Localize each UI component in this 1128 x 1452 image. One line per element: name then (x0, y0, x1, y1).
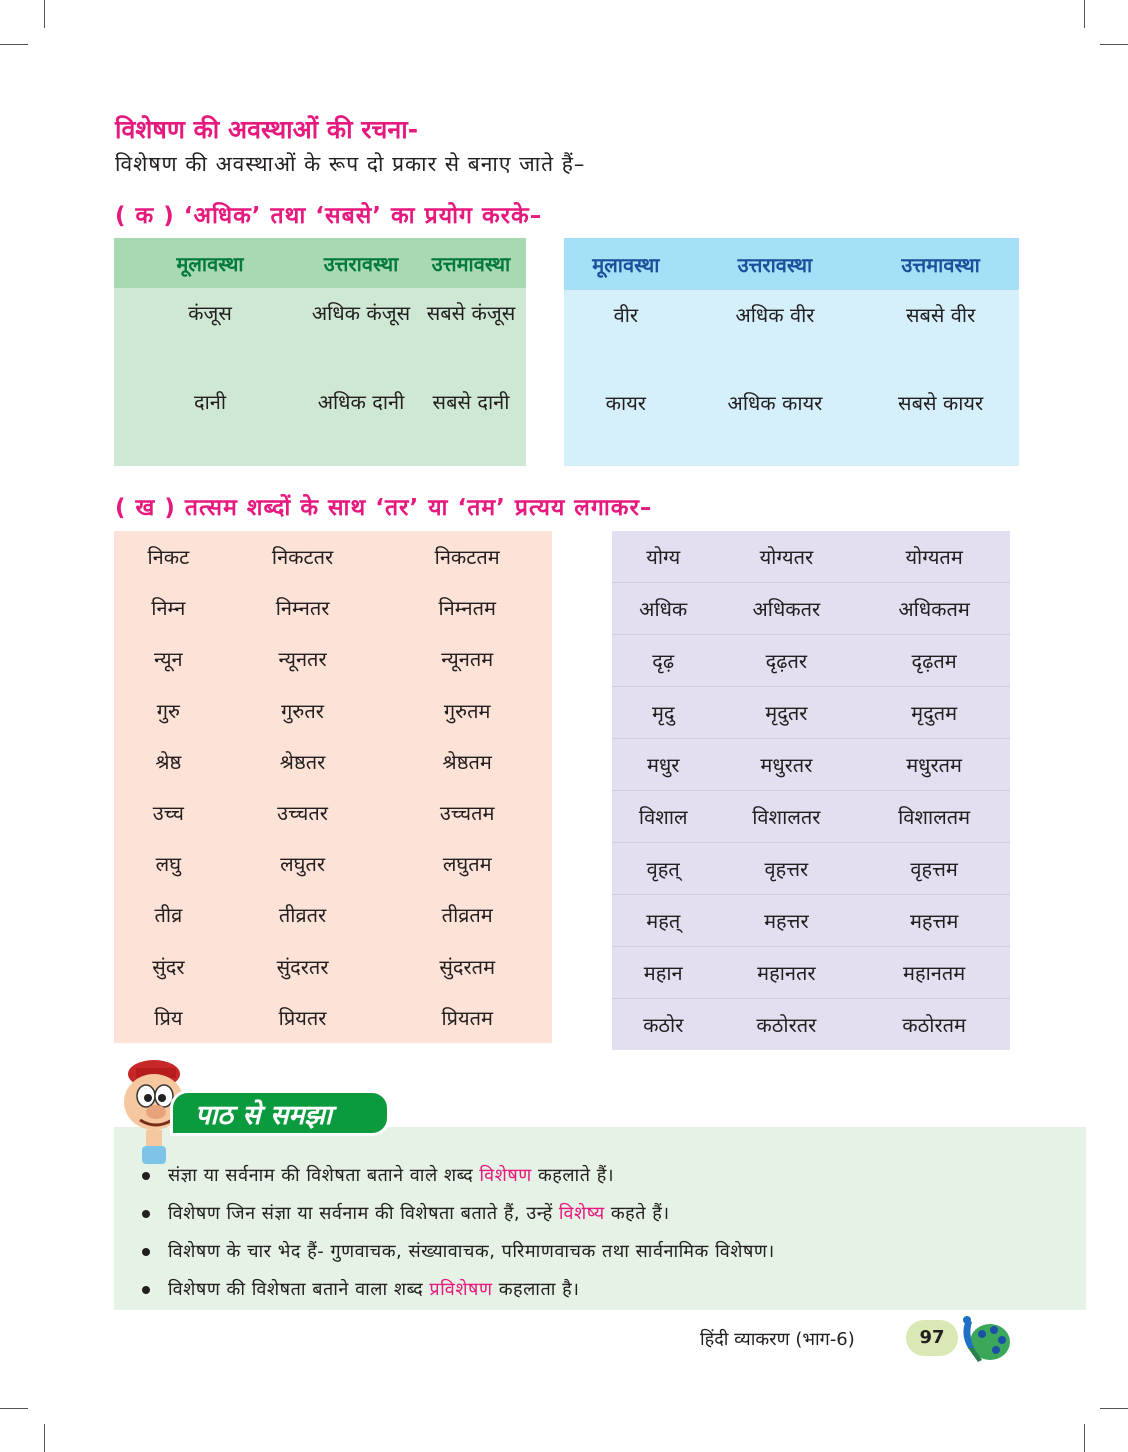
crop-mark (1100, 44, 1128, 45)
cell: योग्यतर (759, 545, 814, 569)
cell: न्यून (154, 647, 183, 672)
table-tar-tam-right (612, 531, 1010, 1050)
table-adhik-right (564, 238, 1019, 466)
cell: श्रेष्ठतम (442, 749, 492, 774)
col-header: मूलावस्था (114, 238, 306, 288)
table-row (612, 999, 1010, 1051)
table-row (114, 633, 552, 684)
table-row (114, 531, 552, 582)
cell: महत् (612, 895, 714, 947)
cell: अधिक कंजूस (311, 301, 411, 325)
cell: उच्चतर (277, 801, 328, 826)
cell: महत्तर (714, 895, 858, 947)
cell: दानी (193, 390, 227, 414)
cell: सबसे कंजूस (426, 301, 516, 325)
highlight-term: प्रविशेषण (429, 1279, 493, 1300)
table-row (612, 635, 1010, 687)
table-row (114, 582, 552, 633)
cell: दृढ़ (612, 635, 714, 687)
cell: न्यूनतम (441, 647, 494, 672)
cell: निकट (147, 545, 190, 570)
table-row (114, 941, 552, 992)
col-header: उत्तरावस्था (688, 238, 863, 290)
crop-mark (1100, 1408, 1128, 1409)
cell: तीव्र (154, 903, 183, 928)
cell: विशालतर (714, 791, 858, 843)
cell: विशालतम (858, 791, 1010, 843)
table-row (612, 895, 1010, 947)
col-header: मूलावस्था (564, 238, 688, 290)
cell: उच्च (152, 801, 184, 826)
intro-text: विशेषण की अवस्थाओं के रूप दो प्रकार से बनाए जाते हैं– (115, 152, 586, 176)
book-title: हिंदी व्याकरण (भाग-6) (700, 1329, 855, 1350)
cell: सुंदरतम (439, 954, 496, 979)
cell: लघु (155, 852, 182, 877)
cell: सुंदरतर (276, 954, 329, 979)
cell: वृहत् (612, 843, 714, 895)
bullet-icon (142, 1210, 150, 1218)
table-row (612, 947, 1010, 999)
cell: कायर (605, 391, 646, 415)
cell: वृहत्तम (858, 843, 1010, 895)
highlight-term: विशेषण (479, 1165, 532, 1186)
summary-box (114, 1127, 1086, 1310)
cell: तीव्रतर (278, 903, 327, 928)
cell: कठोरतम (858, 999, 1010, 1051)
crop-mark (1084, 1424, 1085, 1452)
cell: सुंदर (152, 954, 185, 979)
section-b-heading: ( ख ) तत्सम शब्दों के साथ ‘तर’ या ‘तम’ प्रत्यय लगाकर– (115, 495, 653, 521)
cell: मृदुतर (714, 687, 858, 739)
cell: निम्नतम (438, 596, 496, 621)
cell: उच्चतम (439, 801, 495, 826)
cell: अधिकतम (858, 583, 1010, 635)
cell: निकटतर (271, 545, 334, 570)
cell: सबसे वीर (905, 303, 976, 327)
table-row (612, 791, 1010, 843)
cell: न्यूनतर (278, 647, 327, 672)
cell: अधिक वीर (735, 303, 815, 327)
cell: लघुतर (280, 852, 326, 877)
summary-item: संज्ञा या सर्वनाम की विशेषता बताने वाले शब्द विशेषण कहलाते हैं। (142, 1157, 775, 1195)
highlight-term: विशेष्य (558, 1203, 605, 1224)
table-row (114, 787, 552, 838)
cell: वीर (613, 303, 639, 327)
summary-list (142, 1157, 775, 1309)
table-row (114, 377, 526, 466)
cell: प्रिय (154, 1005, 183, 1030)
cell: तीव्रतम (441, 903, 493, 928)
cell: मृदुतम (858, 687, 1010, 739)
cell: गुरु (156, 698, 180, 723)
table-tar-tam-left (114, 531, 552, 1043)
col-header: उत्तमावस्था (416, 238, 526, 288)
bullet-icon (142, 1286, 150, 1294)
cell: कठोरतर (714, 999, 858, 1051)
crop-mark (44, 0, 45, 28)
table-row (114, 992, 552, 1043)
cell: अधिक कायर (727, 391, 823, 415)
summary-item: विशेषण के चार भेद हैं- गुणवाचक, संख्यावाचक, परिमाणवाचक तथा सार्वनामिक विशेषण। (142, 1233, 775, 1271)
cell: सबसे दानी (432, 390, 510, 414)
table-row (564, 378, 1019, 466)
cell: गुरुतम (443, 698, 491, 723)
cell: श्रेष्ठतर (279, 749, 326, 774)
table-row (612, 583, 1010, 635)
summary-item: विशेषण की विशेषता बताने वाला शब्द प्रविशेषण कहलाता है। (142, 1271, 775, 1309)
crop-mark (44, 1424, 45, 1452)
cell: प्रियतम (441, 1005, 493, 1030)
cell: अधिक (612, 583, 714, 635)
table-row (612, 531, 1010, 583)
cell: सबसे कायर (898, 391, 984, 415)
table-row (612, 687, 1010, 739)
table-row (114, 736, 552, 787)
cell: वृहत्तर (714, 843, 858, 895)
cell: दृढ़तम (858, 635, 1010, 687)
table-row (114, 838, 552, 889)
cell: प्रियतर (278, 1005, 327, 1030)
page-number: 97 (906, 1320, 958, 1356)
section-heading: विशेषण की अवस्थाओं की रचना- (115, 115, 419, 144)
crop-mark (1084, 0, 1085, 28)
cell: गुरुतर (281, 698, 324, 723)
cell: दृढ़तर (714, 635, 858, 687)
cell: लघुतम (442, 852, 492, 877)
table-row (114, 889, 552, 940)
table-row (114, 685, 552, 736)
cell: विशाल (612, 791, 714, 843)
cell: मृदु (612, 687, 714, 739)
col-header: उत्तमावस्था (862, 238, 1019, 290)
cell: योग्य (646, 545, 681, 569)
cell: महान (612, 947, 714, 999)
cell: योग्यतम (905, 545, 963, 569)
table-row (564, 290, 1019, 378)
cell: कठोर (612, 999, 714, 1051)
summary-item: विशेषण जिन संज्ञा या सर्वनाम की विशेषता बताते हैं, उन्हें विशेष्य कहते हैं। (142, 1195, 775, 1233)
cell: अधिकतर (714, 583, 858, 635)
table-row (612, 739, 1010, 791)
table-adhik-left (114, 238, 526, 466)
summary-badge: पाठ से समझा (170, 1090, 390, 1136)
table-row (612, 843, 1010, 895)
cell: निकटतम (434, 545, 500, 570)
col-header: उत्तरावस्था (306, 238, 416, 288)
cell: मधुरतर (714, 739, 858, 791)
table-row (114, 288, 526, 377)
crop-mark (0, 44, 28, 45)
cell: श्रेष्ठ (155, 749, 182, 774)
cell: मधुर (612, 739, 714, 791)
section-a-heading: ( क ) ‘अधिक’ तथा ‘सबसे’ का प्रयोग करके– (115, 203, 543, 229)
bullet-icon (142, 1248, 150, 1256)
cell: महत्तम (858, 895, 1010, 947)
cell: अधिक दानी (317, 390, 405, 414)
cell: निम्नतर (275, 596, 330, 621)
cell: कंजूस (188, 301, 232, 325)
cell: महानतम (858, 947, 1010, 999)
crop-mark (0, 1408, 28, 1409)
peacock-icon (952, 1314, 1012, 1366)
cell: निम्न (151, 596, 186, 621)
cell: महानतर (714, 947, 858, 999)
bullet-icon (142, 1172, 150, 1180)
cell: मधुरतम (858, 739, 1010, 791)
